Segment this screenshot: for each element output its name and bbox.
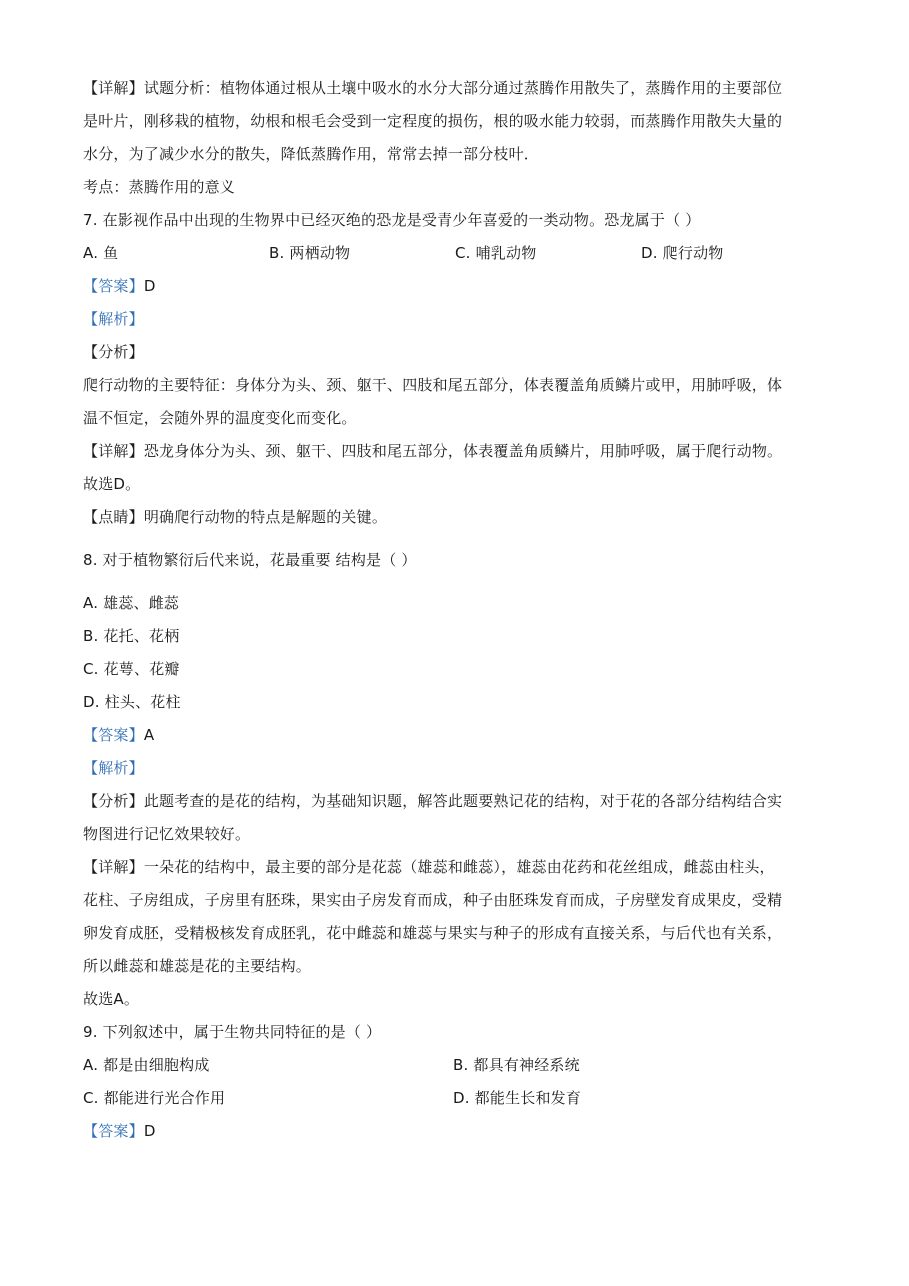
q8-stem: 8. 对于植物繁衍后代来说，花最重要 结构是（ ）: [83, 551, 417, 569]
q8-option-c: C. 花萼、花瓣: [83, 660, 180, 678]
q8-option-a: A. 雄蕊、雌蕊: [83, 594, 180, 612]
q8-detail-line-1: 【详解】一朵花的结构中，最主要的部分是花蕊（雄蕊和雌蕊），雄蕊由花药和花丝组成，雌蕊由柱头，: [83, 858, 775, 876]
q7-choose: 故选D。: [83, 475, 141, 493]
q9-option-b: B. 都具有神经系统: [453, 1056, 580, 1074]
q8-fenxi-line-2: 物图进行记忆效果较好。: [83, 825, 251, 843]
q6-detail-line-3: 水分，为了减少水分的散失，降低蒸腾作用，常常去掉一部分枝叶．: [83, 145, 540, 163]
q7-fenxi-line-1: 爬行动物的主要特征：身体分为头、颈、躯干、四肢和尾五部分，体表覆盖角质鳞片或甲，用肺呼吸，体: [83, 376, 783, 394]
q8-detail-line-4: 所以雌蕊和雄蕊是花的主要结构。: [83, 957, 312, 975]
q7-fenxi-tag: 【分析】: [83, 343, 144, 361]
q7-analysis-tag: 【解析】: [83, 310, 144, 328]
q7-answer: 【答案】D: [83, 277, 156, 295]
q8-choose: 故选A。: [83, 990, 140, 1008]
q9-options-row-1: [83, 1049, 828, 1082]
q7-detail: 【详解】恐龙身体分为头、颈、躯干、四肢和尾五部分，体表覆盖角质鳞片，用肺呼吸，属于爬行动物。: [83, 442, 783, 460]
q9-options-row-2: [83, 1082, 828, 1115]
q7-stem: 7. 在影视作品中出现的生物界中已经灭绝的恐龙是受青少年喜爱的一类动物。恐龙属于（ ）: [83, 211, 701, 229]
answer-tag: 【答案】: [83, 726, 144, 744]
detail-tag: 【详解】: [83, 79, 144, 97]
q8-option-d: D. 柱头、花柱: [83, 693, 181, 711]
q9-stem: 9. 下列叙述中，属于生物共同特征的是（ ）: [83, 1023, 382, 1041]
q8-fenxi-line-1: 【分析】此题考查的是花的结构，为基础知识题，解答此题要熟记花的结构，对于花的各部分结构结合实: [83, 792, 783, 810]
q9-option-a: A. 都是由细胞构成: [83, 1056, 210, 1074]
q7-fenxi-line-2: 温不恒定，会随外界的温度变化而变化。: [83, 409, 357, 427]
q6-detail-line-1: 【详解】试题分析：植物体通过根从土壤中吸水的水分大部分通过蒸腾作用散失了，蒸腾作用的主要部位: [83, 79, 783, 97]
answer-tag: 【答案】: [83, 1122, 144, 1140]
q8-detail-line-3: 卵发育成胚，受精极核发育成胚乳，花中雌蕊和雄蕊与果实与种子的形成有直接关系，与后代也有关系，: [83, 924, 783, 942]
answer-tag: 【答案】: [83, 277, 144, 295]
q7-option-a: A. 鱼: [83, 244, 119, 262]
q9-option-c: C. 都能进行光合作用: [83, 1089, 226, 1107]
q7-dianjing: 【点睛】明确爬行动物的特点是解题的关键。: [83, 508, 388, 526]
q8-detail-line-2: 花柱、子房组成，子房里有胚珠，果实由子房发育而成，种子由胚珠发育而成，子房壁发育成果皮，受精: [83, 891, 783, 909]
q6-detail-line-2: 是叶片，刚移栽的植物，幼根和根毛会受到一定程度的损伤，根的吸水能力较弱，而蒸腾作用散失大量的: [83, 112, 783, 130]
q7-option-c: C. 哺乳动物: [455, 244, 537, 262]
q9-option-d: D. 都能生长和发育: [453, 1089, 582, 1107]
q8-analysis-tag: 【解析】: [83, 759, 144, 777]
q9-answer: 【答案】D: [83, 1122, 156, 1140]
q7-options: [83, 237, 828, 270]
document-page: [83, 72, 828, 1148]
q8-answer: 【答案】A: [83, 726, 155, 744]
q8-option-b: B. 花托、花柄: [83, 627, 180, 645]
q7-option-b: B. 两栖动物: [269, 244, 351, 262]
q6-kaodian: 考点：蒸腾作用的意义: [83, 178, 236, 196]
q7-option-d: D. 爬行动物: [641, 244, 724, 262]
